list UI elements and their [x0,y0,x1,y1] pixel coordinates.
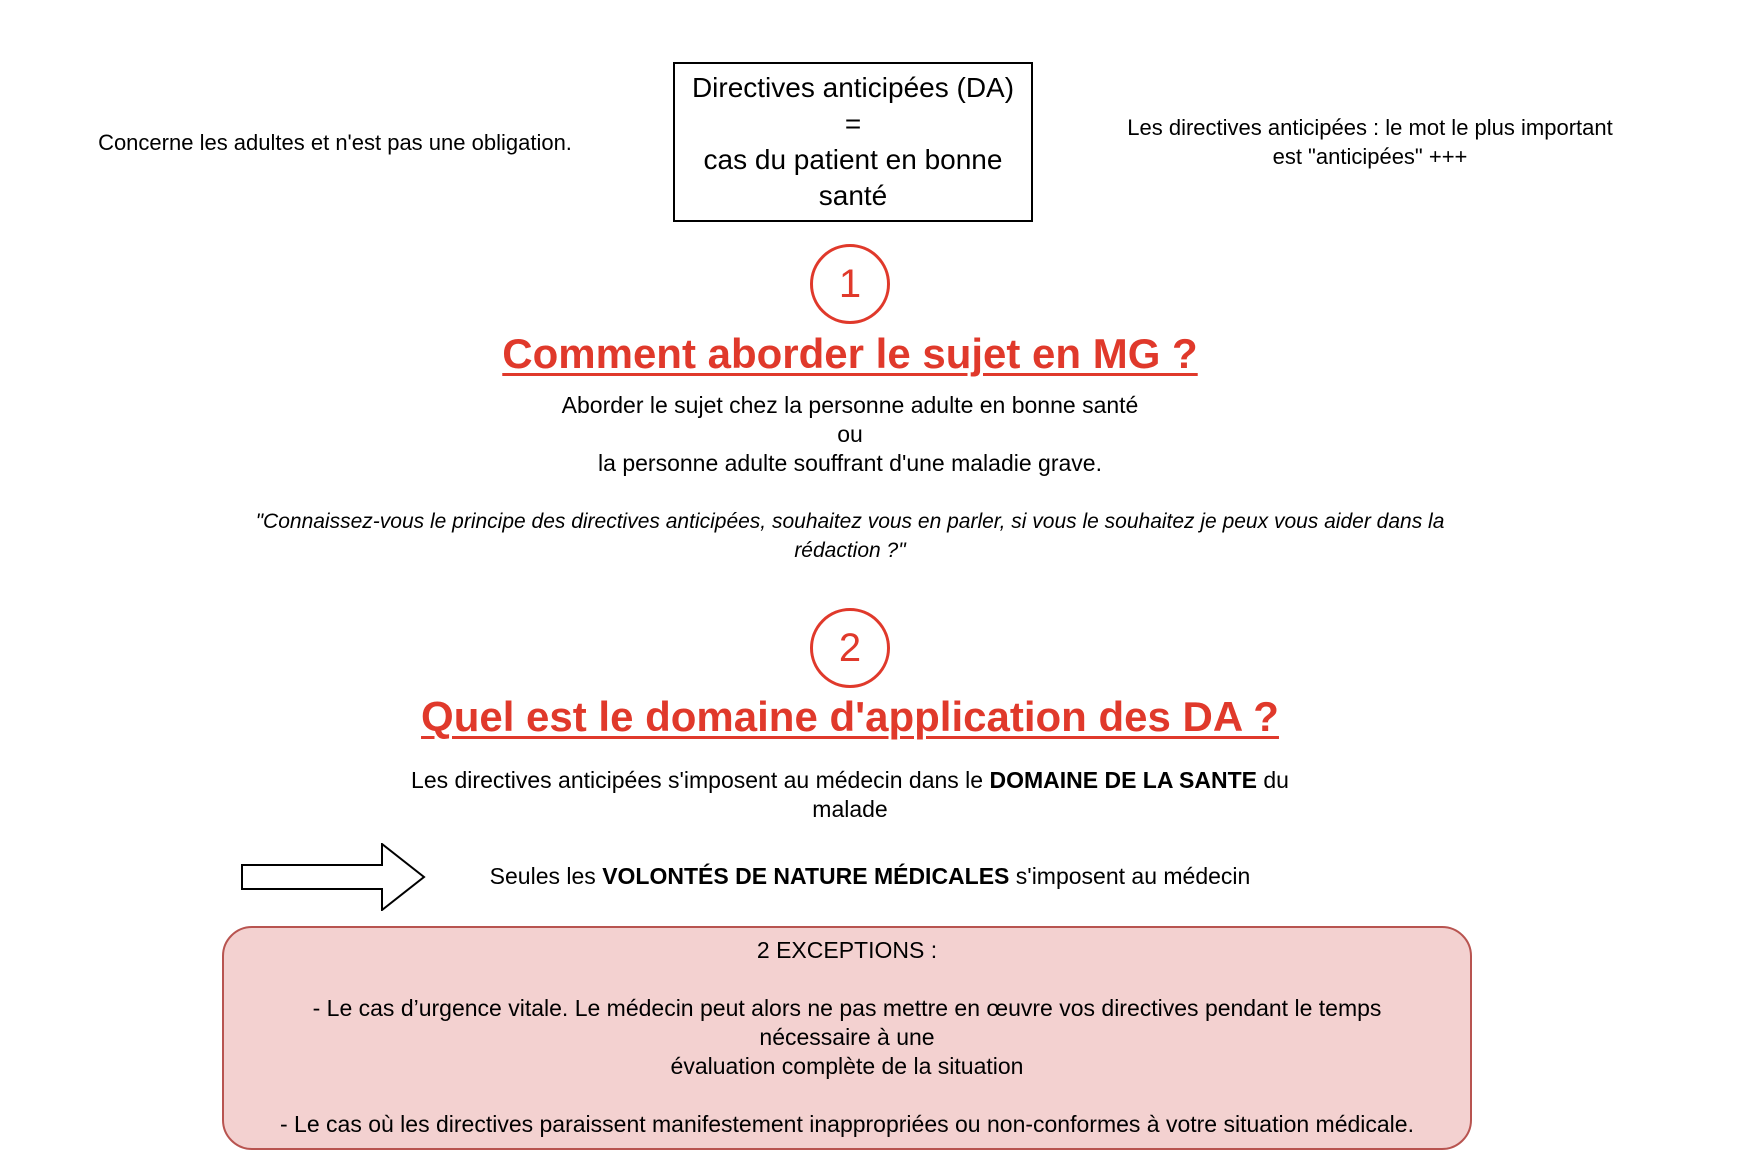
definition-line-2: = [844,108,862,139]
section-1-quote-line-1: "Connaissez-vous le principe des directives anticipées, souhaitez vous en parler, si vous le souhaitez je peux vous aider dans la [255,510,1445,533]
step-2-circle [810,608,890,688]
exceptions-box [222,926,1472,1150]
step-1-circle [810,244,890,324]
section-2-text-line-1 [370,766,1330,795]
section-1-quote [210,507,1490,565]
section-2-rule-end: s'imposent au médecin [1009,863,1251,889]
section-1-text [450,391,1250,478]
section-2-title: Quel est le domaine d'application des DA ? [421,693,1279,740]
section-1-title: Comment aborder le sujet en MG ? [502,330,1198,377]
section-2-rule-start: Seules les [489,863,603,889]
section-1-quote-line-2: rédaction ?" [794,539,906,562]
section-2-rule [440,862,1300,891]
exception-2: - Le cas où les directives paraissent manifestement inappropriées ou non-conformes à votre situation médicale. [280,1111,1414,1137]
definition-box [673,62,1033,222]
exception-1-line-3: évaluation complète de la situation [670,1053,1024,1079]
exceptions-heading: 2 EXCEPTIONS : [756,937,938,963]
section-2-text-emphasis: DOMAINE DE LA SANTE [989,767,1257,793]
section-2-rule-emphasis: VOLONTÉS DE NATURE MÉDICALES [602,863,1010,889]
section-1-text-line-1: Aborder le sujet chez la personne adulte en bonne santé [561,392,1139,418]
section-2-text-start: Les directives anticipées s'imposent au médecin dans le [411,767,990,793]
section-2-text-end: du [1256,767,1289,793]
step-1-number: 1 [838,261,862,306]
right-note [1090,113,1650,171]
section-1-text-line-3: la personne adulte souffrant d'une maladie grave. [598,450,1102,476]
definition-line-3: cas du patient en bonne [703,144,1003,175]
right-note-line-1: Les directives anticipées : le mot le plus important [1127,115,1613,140]
right-arrow-icon [241,843,426,911]
section-1-text-line-2: ou [837,421,863,447]
definition-line-4: santé [818,180,888,211]
definition-line-1: Directives anticipées (DA) [691,72,1015,103]
step-2-number: 2 [838,625,862,670]
exception-1-line-1: - Le cas d’urgence vitale. Le médecin peut alors ne pas mettre en œuvre vos directives pendant le temps [312,995,1382,1021]
exception-1-line-2: nécessaire à une [759,1024,935,1050]
right-note-line-2: est "anticipées" +++ [1272,144,1468,169]
section-2-text-line-2: malade [812,796,888,822]
left-note: Concerne les adultes et n'est pas une obligation. [98,130,572,155]
section-2-text [370,766,1330,824]
